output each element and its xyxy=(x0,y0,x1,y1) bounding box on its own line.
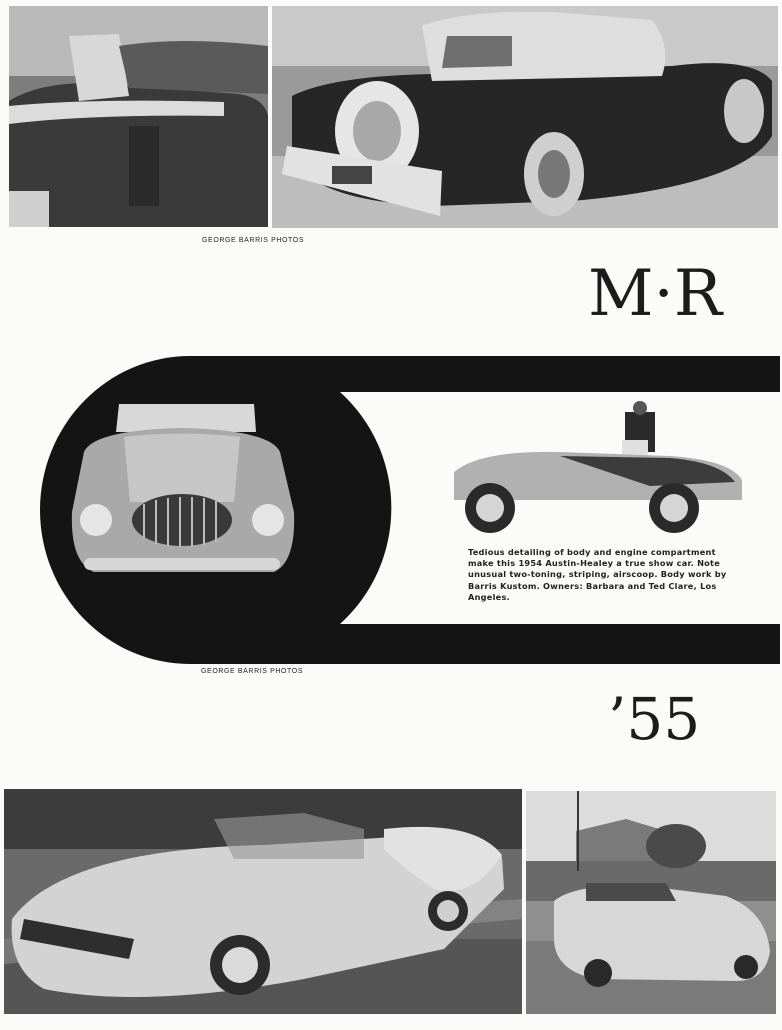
roadster-rear-spare-wheel-photo xyxy=(272,6,778,228)
custom-roadster-front-photo xyxy=(4,789,522,1014)
austin-healey-front-photo xyxy=(64,392,300,592)
austin-healey-side-photo xyxy=(450,400,746,536)
custom-roadster-rear-photo xyxy=(526,791,776,1014)
photo-caption: Tedious detailing of body and engine compartment make this 1954 Austin-Healey a true show car. Note unusual two-toning, striping, airscoop. Body work by Barris Kustom. Owners: Barbara and Ted Clare, Los Angeles. xyxy=(468,547,727,602)
photo-credit-middle: GEORGE BARRIS PHOTOS xyxy=(201,668,304,675)
photo-credit-top: GEORGE BARRIS PHOTOS xyxy=(202,237,305,244)
heading-year: ’55 xyxy=(608,685,701,753)
heading-initials: M·R xyxy=(588,257,723,331)
rear-fin-closeup-photo xyxy=(9,6,268,227)
